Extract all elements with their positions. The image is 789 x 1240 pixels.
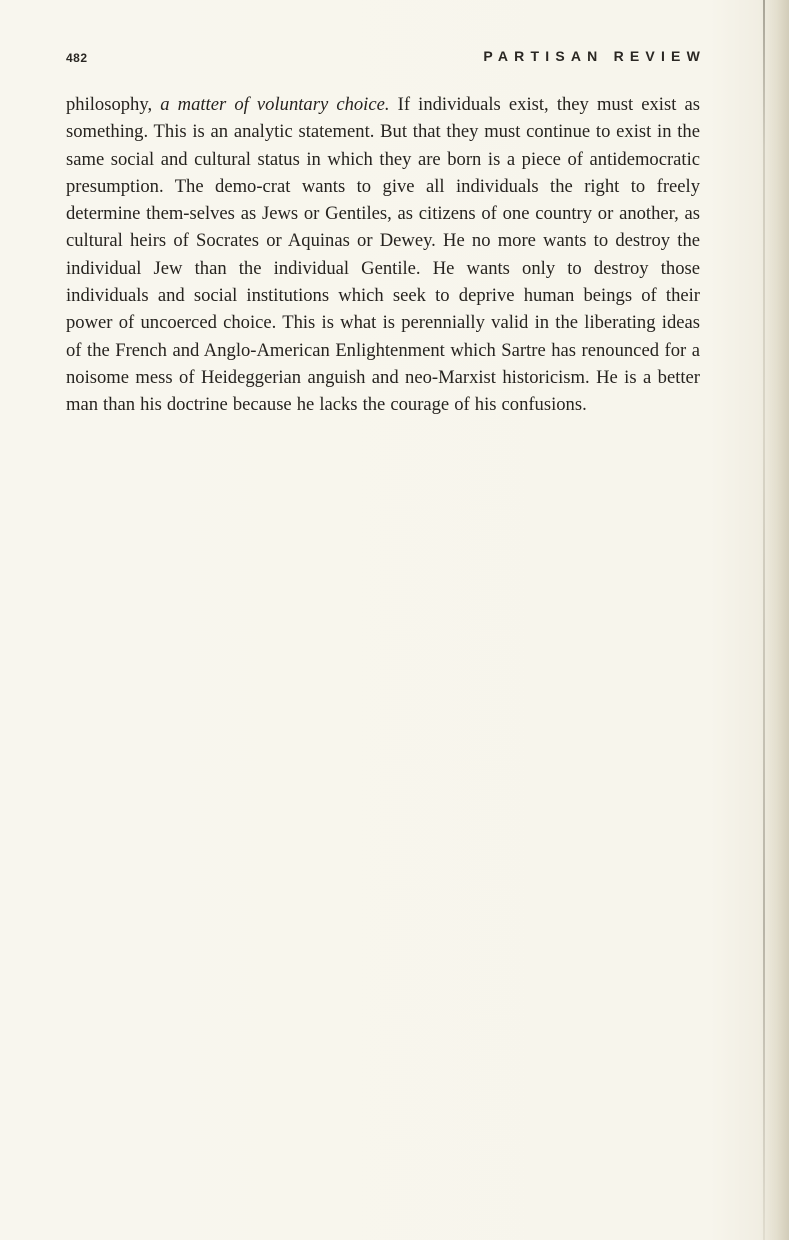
paragraph-body: If individuals exist, they must exist as something. This is an analytic statement. But that they must continue to exist in the same social and cultural status in which they are born is a piece of antidemocratic presumption. The demo-crat wants to give all individuals the right to freely determine them-selves as Jews or Gentiles, as citizens of one country or another, as cultural heirs of Socrates or Aquinas or Dewey. He no more wants to destroy the individual Jew than the individual Gentile. He wants only to destroy those individuals and social institutions which seek to deprive human beings of their power of uncoerced choice. This is what is perennially valid in the liberating ideas of the French and Anglo-American Enlightenment which Sartre has renounced for a noisome mess of Heideggerian anguish and neo-Marxist historicism. He is a better man than his doctrine because he lacks the courage of his confusions.	[66, 94, 700, 416]
article-paragraph	[66, 91, 700, 419]
page-edge-line	[763, 0, 765, 1240]
running-head	[66, 48, 706, 70]
page-number: 482	[66, 51, 88, 65]
journal-title: PARTISAN REVIEW	[483, 48, 706, 64]
page-edge-shadow	[761, 0, 789, 1240]
italic-phrase: a matter of voluntary choice.	[160, 94, 390, 115]
paragraph-start: philosophy,	[66, 94, 153, 115]
